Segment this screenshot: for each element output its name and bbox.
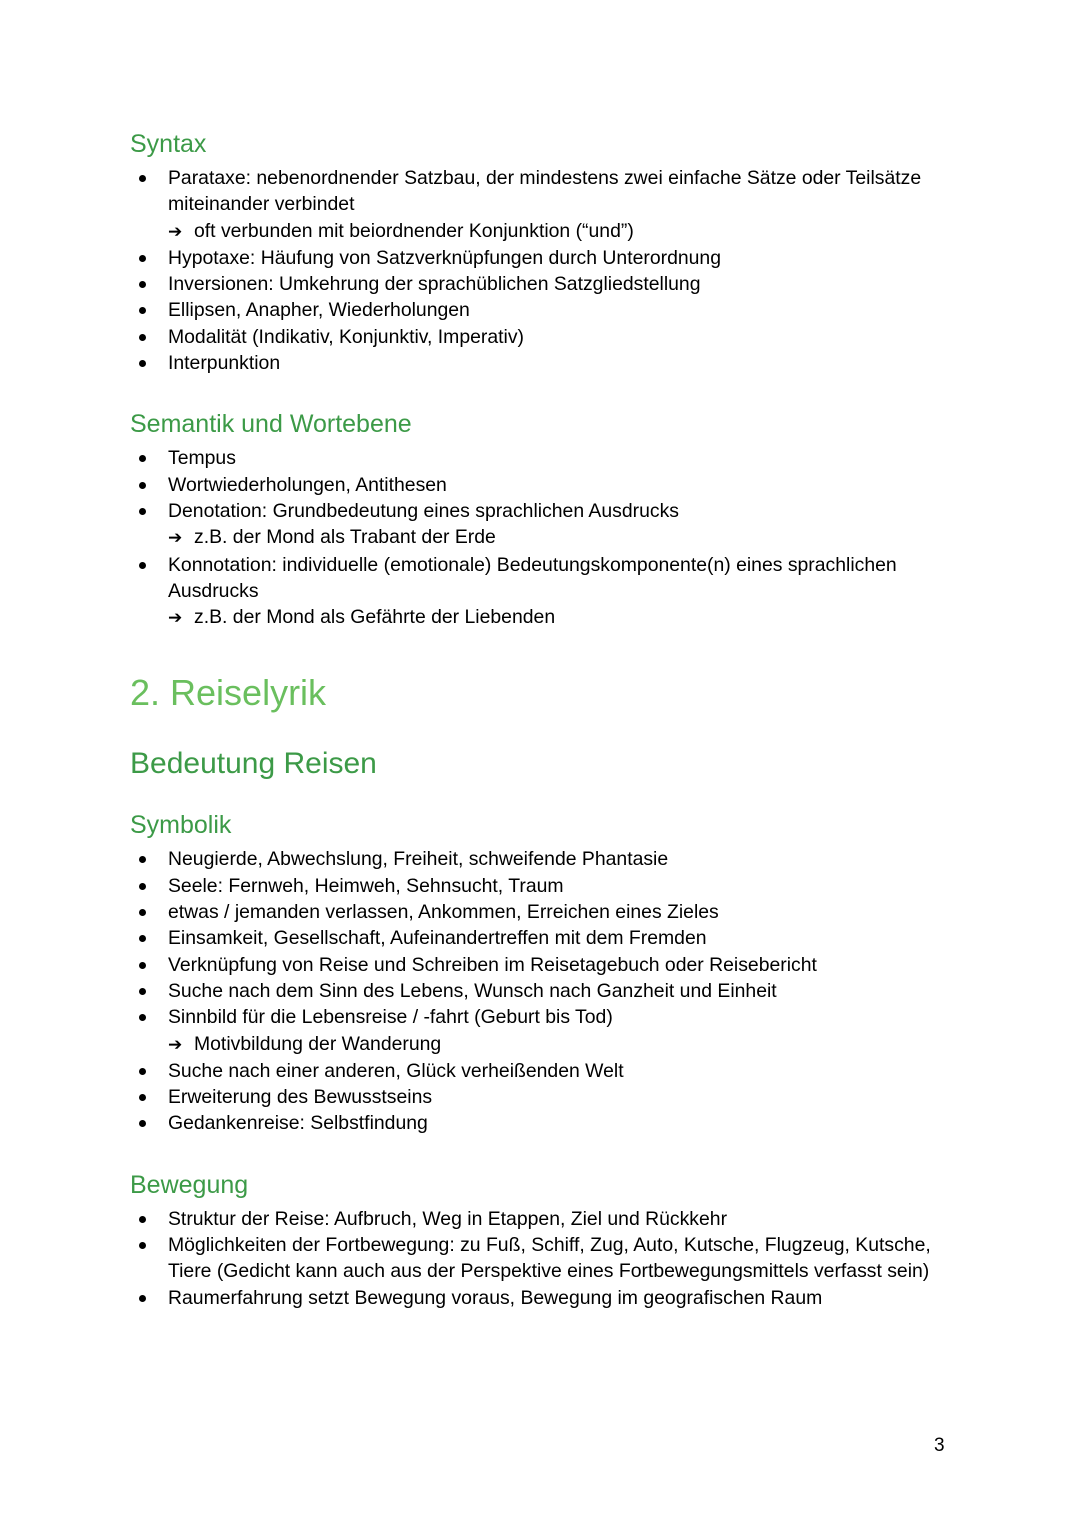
- bullet-icon: [139, 883, 146, 890]
- list-item-text: Denotation: Grundbedeutung eines sprachlichen Ausdrucks: [168, 499, 679, 522]
- sub-item: [130, 604, 960, 631]
- list-item: [130, 925, 960, 951]
- bullet-icon: [139, 856, 146, 863]
- list-item-text: Interpunktion: [168, 352, 281, 375]
- list-item-text: Raumerfahrung setzt Bewegung voraus, Bewegung im geografischen Raum: [168, 1286, 823, 1309]
- list-item-text: Inversionen: Umkehrung der sprachüblichen Satzgliedstellung: [168, 273, 701, 296]
- list-item-text: Erweiterung des Bewusstseins: [168, 1086, 433, 1109]
- symbolik-list: [130, 846, 960, 1136]
- bullet-icon: [139, 988, 146, 995]
- list-item: [130, 324, 960, 350]
- bullet-icon: [139, 909, 146, 916]
- list-item-text: Struktur der Reise: Aufbruch, Weg in Etappen, Ziel und Rückkehr: [168, 1207, 728, 1230]
- list-item: [130, 873, 960, 899]
- list-item: [130, 165, 960, 218]
- bewegung-list: [130, 1206, 960, 1311]
- list-item-text: Seele: Fernweh, Heimweh, Sehnsucht, Traum: [168, 874, 564, 897]
- arrow-right-icon: ➔: [168, 528, 183, 548]
- semantik-list: [130, 445, 960, 631]
- list-item: [130, 1110, 960, 1136]
- list-item: [130, 978, 960, 1004]
- sub-item-text: z.B. der Mond als Gefährte der Liebenden: [194, 606, 556, 629]
- list-item-text: Suche nach dem Sinn des Lebens, Wunsch nach Ganzheit und Einheit: [168, 979, 777, 1002]
- list-item: [130, 952, 960, 978]
- sub-item-text: Motivbildung der Wanderung: [194, 1032, 442, 1055]
- list-item: [130, 472, 960, 498]
- list-item: [130, 350, 960, 376]
- sub-item-text: oft verbunden mit beiordnender Konjunktion (“und”): [194, 219, 634, 242]
- arrow-right-icon: ➔: [168, 608, 183, 628]
- list-item: [130, 846, 960, 872]
- bullet-icon: [139, 255, 146, 262]
- list-item: [130, 445, 960, 471]
- syntax-list: [130, 165, 960, 376]
- list-item: [130, 245, 960, 271]
- list-item: [130, 1206, 960, 1232]
- bullet-icon: [139, 307, 146, 314]
- list-item: [130, 498, 960, 524]
- bullet-icon: [139, 562, 146, 569]
- bullet-icon: [139, 1094, 146, 1101]
- list-item-text: Einsamkeit, Gesellschaft, Aufeinandertreffen mit dem Fremden: [168, 927, 707, 950]
- document-page: [130, 128, 960, 1311]
- bullet-icon: [139, 455, 146, 462]
- bullet-icon: [139, 1216, 146, 1223]
- section-heading-syntax: Syntax: [130, 130, 207, 158]
- list-item-text: Gedankenreise: Selbstfindung: [168, 1112, 428, 1135]
- list-item-text: Verknüpfung von Reise und Schreiben im Reisetagebuch oder Reisebericht: [168, 953, 817, 976]
- list-item-text: Parataxe: nebenordnender Satzbau, der mindestens zwei einfache Sätze oder Teilsätze miteinander verbindet: [168, 167, 922, 216]
- sub-item: [130, 218, 960, 245]
- list-item-text: Hypotaxe: Häufung von Satzverknüpfungen durch Unterordnung: [168, 246, 721, 269]
- bullet-icon: [139, 334, 146, 341]
- list-item: [130, 552, 960, 605]
- section-heading-symbolik: Symbolik: [130, 811, 232, 840]
- section-heading-bewegung: Bewegung: [130, 1170, 249, 1199]
- list-item-text: Konnotation: individuelle (emotionale) Bedeutungskomponente(n) eines sprachlichen Ausdrucks: [168, 553, 897, 602]
- bullet-icon: [139, 1120, 146, 1127]
- bullet-icon: [139, 1295, 146, 1302]
- list-item: [130, 1232, 960, 1285]
- list-item: [130, 1004, 960, 1030]
- list-item: [130, 1285, 960, 1311]
- list-item-text: Modalität (Indikativ, Konjunktiv, Imperativ): [168, 325, 524, 348]
- list-item: [130, 1084, 960, 1110]
- bullet-icon: [139, 175, 146, 182]
- list-item-text: Ellipsen, Anapher, Wiederholungen: [168, 299, 470, 322]
- sub-item: [130, 1031, 960, 1058]
- list-item: [130, 899, 960, 925]
- arrow-right-icon: ➔: [168, 1034, 183, 1054]
- list-item-text: Suche nach einer anderen, Glück verheißenden Welt: [168, 1059, 624, 1082]
- section-heading-bedeutung: Bedeutung Reisen: [130, 747, 377, 781]
- list-item-text: Möglichkeiten der Fortbewegung: zu Fuß, Schiff, Zug, Auto, Kutsche, Flugzeug, Kutsche, Tiere (Gedicht kann auch aus der Perspektive eines Fortbewegungsmittels verfasst sein): [168, 1234, 931, 1283]
- list-item: [130, 271, 960, 297]
- bullet-icon: [139, 482, 146, 489]
- bullet-icon: [139, 1242, 146, 1249]
- sub-item: [130, 524, 960, 551]
- list-item-text: Wortwiederholungen, Antithesen: [168, 473, 447, 496]
- bullet-icon: [139, 962, 146, 969]
- arrow-right-icon: ➔: [168, 221, 183, 241]
- list-item-text: etwas / jemanden verlassen, Ankommen, Erreichen eines Zieles: [168, 901, 719, 924]
- bullet-icon: [139, 935, 146, 942]
- chapter-title: 2. Reiselyrik: [130, 672, 327, 714]
- list-item-text: Sinnbild für die Lebensreise / -fahrt (Geburt bis Tod): [168, 1006, 613, 1029]
- sub-item-text: z.B. der Mond als Trabant der Erde: [194, 526, 496, 549]
- list-item-text: Neugierde, Abwechslung, Freiheit, schweifende Phantasie: [168, 848, 669, 871]
- bullet-icon: [139, 508, 146, 515]
- bullet-icon: [139, 1068, 146, 1075]
- list-item: [130, 297, 960, 323]
- list-item-text: Tempus: [168, 447, 236, 470]
- page-number: 3: [934, 1435, 945, 1456]
- bullet-icon: [139, 281, 146, 288]
- section-heading-semantik: Semantik und Wortebene: [130, 410, 412, 439]
- bullet-icon: [139, 360, 146, 367]
- list-item: [130, 1058, 960, 1084]
- bullet-icon: [139, 1014, 146, 1021]
